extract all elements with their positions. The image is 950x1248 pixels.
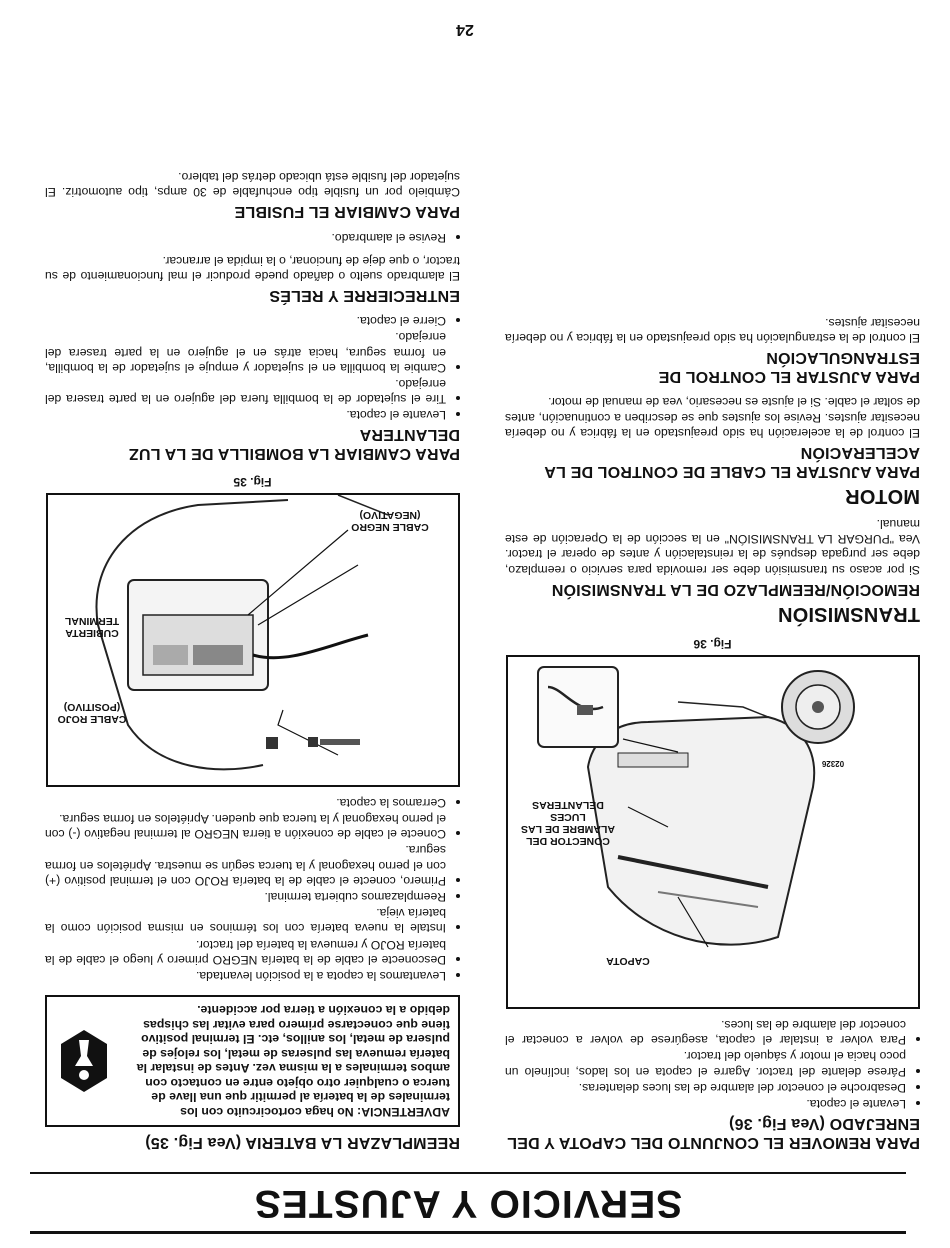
list-item: • Primero, conecte el cable de la batería ROJO con el terminal positivo (+) con el perno hexagonal y la tuerca según se muestra. Apriételos en forma segura. [45, 842, 446, 888]
wiring-heading: ENTRECIERRE Y RELÉS [269, 286, 460, 304]
bulb-steps [45, 313, 460, 422]
figure-35-caption: Fig. 35 [233, 474, 272, 489]
choke-heading: PARA AJUSTAR EL CONTROL DE ESTRANGULACIÓN [658, 349, 920, 386]
page-title: SERVICIO Y AJUSTES [253, 1182, 683, 1225]
warning-text: ADVERTENCIA: No haga cortocircuito con los terminales de la batería al permitir que una llave de tuerca o cualquier otro objeto entre en contacto con ambos terminales a la misma vez. Antes de instalar la batería remueva las pulseras de metal, los relojes de pulsera de metal, los anillos, etc. El terminal positivo tiene que conectarse primero para evitar las chispas debido a la conexión a tierra por accidente. [136, 1003, 450, 1119]
battery-heading: REEMPLAZAR LA BATERIA (Vea Fig. 35) [145, 1134, 460, 1151]
warning-box [45, 995, 460, 1127]
label-red-cable: CABLE ROJO (POSITIVO) [57, 700, 127, 725]
list-item: • Levante el capota. [45, 407, 446, 422]
transmission-section-title: TRANSMISIÓN [777, 602, 920, 625]
fuse-heading: PARA CAMBIAR EL FUSIBLE [234, 203, 460, 221]
title-rule-bottom [30, 1172, 906, 1174]
list-item: • Párese delante del tractor. Agarre el capota en los lados, inclínelo un poco hacia el motor y sáquelo del tractor. [505, 1048, 906, 1078]
label-black-cable: CABLE NEGRO (NEGATIVO) [351, 508, 429, 533]
figure-36-caption: Fig. 36 [693, 636, 732, 651]
list-item: • Cambie la bombilla en el sujetador y empuje el sujetador de la bombilla, en forma segura, hacia atrás en el agujero en la parte trasera del enrejado. [45, 329, 446, 375]
transmission-text: Si por acaso su transmisión debe ser removida para servicio o reemplazo, debe ser purgada después de la reinstalación y antes de operar el tractor. Vea "PURGAR LA TRANSMISIÓN" en la sección de la Operación de este manual. [505, 516, 920, 577]
list-item: • Desabroche el conector del alambre de las luces delanteras. [505, 1080, 906, 1095]
column-battery [45, 161, 460, 1152]
hood-heading: PARA REMOVER EL CONJUNTO DEL CAPOTA Y DEL ENREJADO (Vea Fig. 36) [507, 1115, 920, 1151]
column-hood [505, 307, 920, 1152]
battery-steps [45, 795, 460, 983]
list-item: • Para volver a instalar el capota, asegúrese de volver a conectar el conector del alambre de las luces. [505, 1017, 906, 1047]
battery-illustration [48, 495, 458, 785]
throttle-text: El control de la aceleración ha sido preajustado en la fábrica y no debería necesitar ajustes. Revise los ajustes que se describen a continuación, antes de soltar el cable. Si el ajuste es necesario, vea de manual de motor. [505, 395, 920, 440]
label-terminal-cover: CUBIERTA TERMINAL [64, 614, 120, 639]
list-item: • Desconecte el cable de la batería NEGRO primero y luego el cable de la batería ROJO y remueva la batería del tractor. [45, 936, 446, 966]
list-item: • Levantamos la capota a la posición levantada. [45, 968, 446, 983]
wiring-steps [45, 229, 460, 244]
list-item: • Cerramos la capota. [45, 795, 446, 810]
throttle-heading: PARA AJUSTAR EL CABLE DE CONTROL DE LA ACELERACIÓN [544, 443, 920, 480]
list-item: • Instale la nueva batería con los términos en misma posición como la batería vieja. [45, 905, 446, 935]
list-item: • Reemplazamos cubierta terminal. [45, 889, 446, 904]
fuse-text: Cámbielo por un fusible tipo enchufable de 30 amps, tipo automotriz. El sujetador del fusible está ubicado detrás del tablero. [45, 170, 460, 200]
label-light-connector: CONECTOR DEL ALAMBRE DE LAS LUCES DELANTERAS [521, 798, 615, 847]
figure-36 [506, 655, 920, 1009]
wiring-text: El alambrado suelto o dañado puede producir el mal funcionamiento de su tractor, o que deje de funcionar, o la impida el arrancar. [45, 253, 460, 283]
list-item: • Conecte el cable de conexión a tierra NEGRO al terminal negativo (-) con el perno hexagonal y la tuerca que queden. Apriételos en forma segura. [45, 811, 446, 841]
list-item: • Revise el alambrado. [45, 229, 446, 244]
part-code: 02326 [821, 758, 845, 768]
page-number: 24 [456, 21, 474, 38]
title-rule-top [30, 1231, 906, 1234]
bulb-heading: PARA CAMBIAR LA BOMBILLA DE LA LUZ DELANTERA [128, 426, 460, 463]
list-item: • Levante el capota. [505, 1096, 906, 1111]
engine-section-title: MOTOR [844, 484, 920, 507]
choke-text: El control de la estrangulación ha sido preajustado en la fábrica y no debería necesitar ajustes. [505, 315, 920, 346]
list-item: • Cierre el capota. [45, 313, 446, 328]
transmission-heading: REMOCIÓN/REEMPLAZO DE LA TRANSMISIÓN [551, 580, 920, 598]
hood-steps [505, 1017, 920, 1111]
label-hood: CAPOTA [606, 954, 650, 967]
warning-icon [55, 1003, 113, 1119]
list-item: • Tire el sujetador de la bombilla fuera del agujero en la parte trasera del enrejado. [45, 376, 446, 406]
figure-35 [46, 493, 460, 787]
